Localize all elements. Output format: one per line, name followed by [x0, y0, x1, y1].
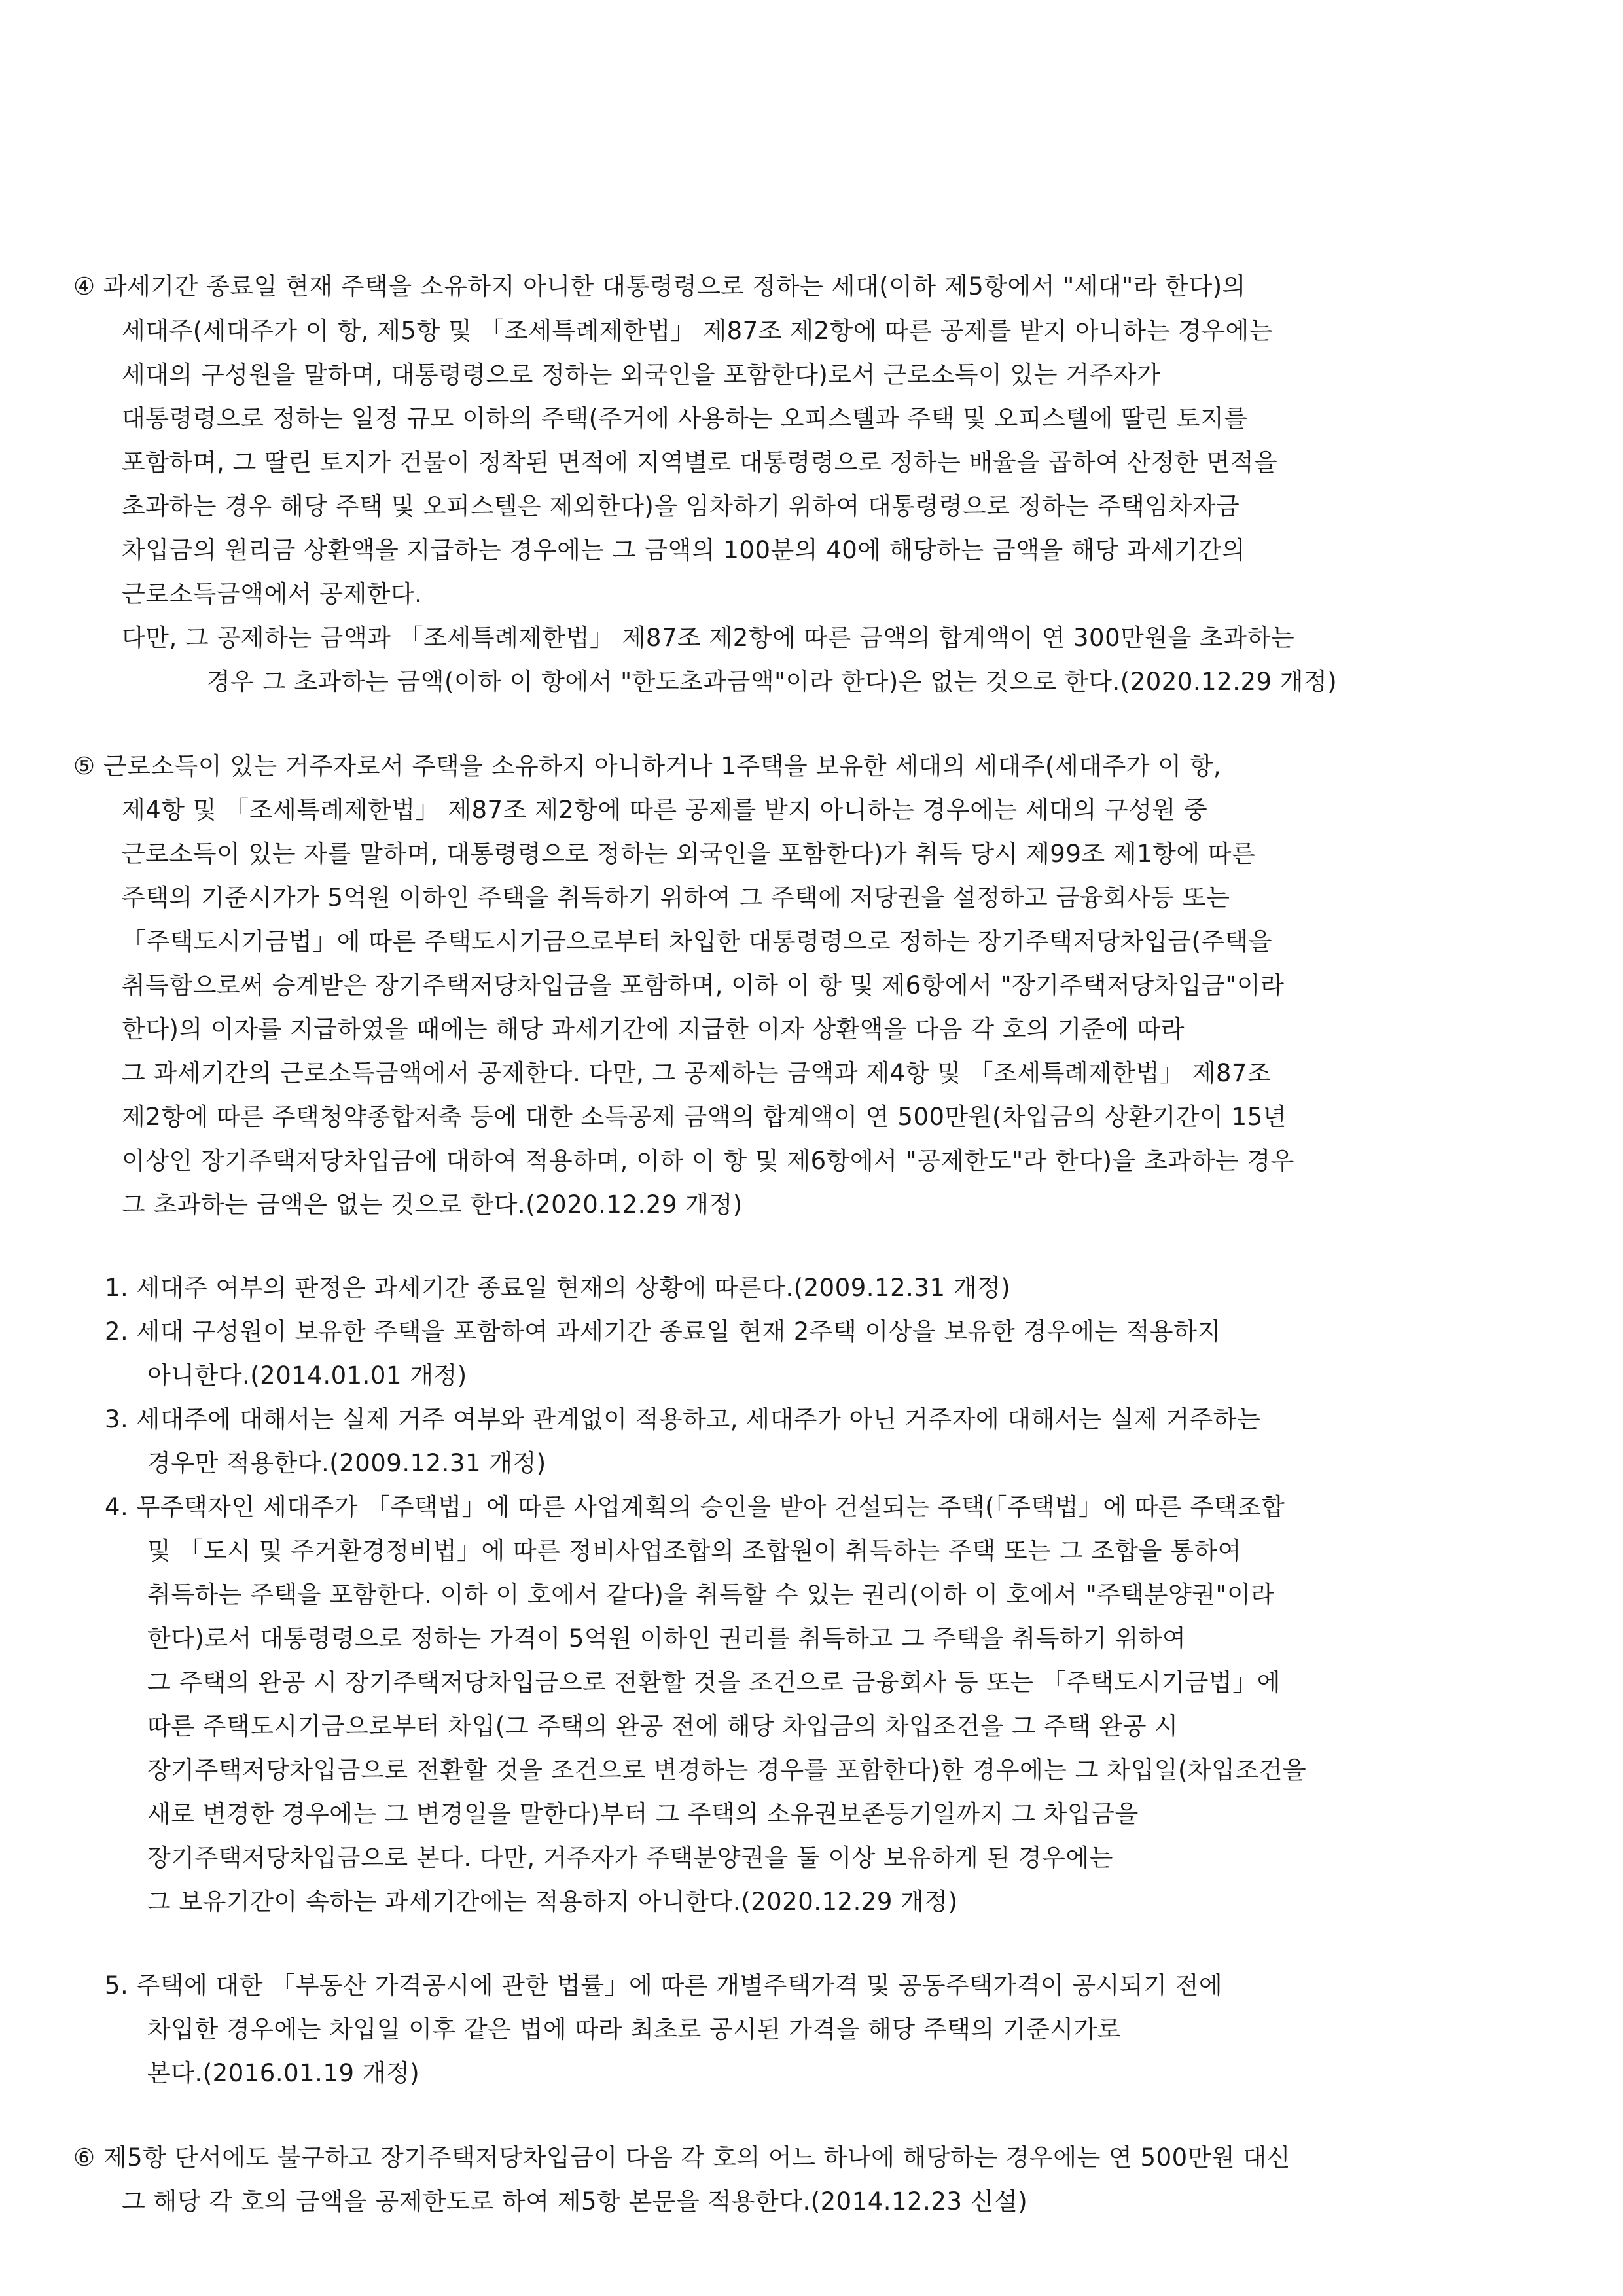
- paragraph-4-line: 초과하는 경우 해당 주택 및 오피스텔은 제외한다)을 임차하기 위하여 대통령령으로 정하는 주택임차자금: [122, 492, 1240, 520]
- paragraph-5-line: 취득함으로써 승계받은 장기주택저당차입금을 포함하며, 이하 이 항 및 제6항에서 "장기주택저당차입금"이라: [122, 971, 1285, 999]
- paragraph-4-line: 포함하며, 그 딸린 토지가 건물이 정착된 면적에 지역별로 대통령령으로 정하는 배율을 곱하여 산정한 면적을: [122, 448, 1278, 476]
- list-item: 2. 세대 구성원이 보유한 주택을 포함하여 과세기간 종료일 현재 2주택 이상을 보유한 경우에는 적용하지: [105, 1318, 1221, 1346]
- list-item: 3. 세대주에 대해서는 실제 거주 여부와 관계없이 적용하고, 세대주가 아닌 거주자에 대해서는 실제 거주하는: [105, 1405, 1261, 1433]
- paragraph-5-line: 「주택도시기금법」에 따른 주택도시기금으로부터 차입한 대통령령으로 정하는 장기주택저당차입금(주택을: [122, 927, 1273, 956]
- paragraph-5-line: 근로소득이 있는 자를 말하며, 대통령령으로 정하는 외국인을 포함한다)가 취득 당시 제99조 제1항에 따른: [122, 840, 1256, 868]
- list-item-continuation: 아니한다.(2014.01.01 개정): [147, 1361, 467, 1390]
- list-item-continuation: 따른 주택도시기금으로부터 차입(그 주택의 완공 전에 해당 차입금의 차입조건을 그 주택 완공 시: [147, 1712, 1179, 1740]
- list-item-continuation: 그 주택의 완공 시 장기주택저당차입금으로 전환할 것을 조건으로 금융회사 등 또는 「주택도시기금법」에: [147, 1668, 1281, 1696]
- paragraph-6-line: 그 해당 각 호의 금액을 공제한도로 하여 제5항 본문을 적용한다.(2014.12.23 신설): [122, 2187, 1028, 2215]
- list-item-continuation: 취득하는 주택을 포함한다. 이하 이 호에서 같다)을 취득할 수 있는 권리(이하 이 호에서 "주택분양권"이라: [147, 1581, 1275, 1609]
- list-item-continuation: 본다.(2016.01.19 개정): [147, 2059, 420, 2087]
- paragraph-5-line: 이상인 장기주택저당차입금에 대하여 적용하며, 이하 이 항 및 제6항에서 "공제한도"라 한다)을 초과하는 경우: [122, 1147, 1294, 1175]
- paragraph-4-line: 경우 그 초과하는 금액(이하 이 항에서 "한도초과금액"이라 한다)은 없는 것으로 한다.(2020.12.29 개정): [207, 668, 1338, 696]
- list-item-continuation: 차입한 경우에는 차입일 이후 같은 법에 따라 최초로 공시된 가격을 해당 주택의 기준시가로: [147, 2015, 1122, 2043]
- list-item: 5. 주택에 대한 「부동산 가격공시에 관한 법률」에 따른 개별주택가격 및 공동주택가격이 공시되기 전에: [105, 1971, 1223, 2000]
- list-item-continuation: 새로 변경한 경우에는 그 변경일을 말한다)부터 그 주택의 소유권보존등기일까지 그 차입금을: [147, 1800, 1139, 1828]
- paragraph-5-line: 제2항에 따른 주택청약종합저축 등에 대한 소득공제 금액의 합계액이 연 500만원(차입금의 상환기간이 15년: [122, 1103, 1287, 1131]
- paragraph-5-line: 그 초과하는 금액은 없는 것으로 한다.(2020.12.29 개정): [122, 1191, 743, 1219]
- paragraph-4-line: 대통령령으로 정하는 일정 규모 이하의 주택(주거에 사용하는 오피스텔과 주택 및 오피스텔에 딸린 토지를: [122, 404, 1248, 433]
- list-item-continuation: 장기주택저당차입금으로 본다. 다만, 거주자가 주택분양권을 둘 이상 보유하게 된 경우에는: [147, 1844, 1113, 1872]
- list-item-continuation: 경우만 적용한다.(2009.12.31 개정): [147, 1449, 546, 1477]
- list-item-continuation: 그 보유기간이 속하는 과세기간에는 적용하지 아니한다.(2020.12.29 개정): [147, 1888, 958, 1916]
- paragraph-4-line: ④ 과세기간 종료일 현재 주택을 소유하지 아니한 대통령령으로 정하는 세대(이하 제5항에서 "세대"라 한다)의: [73, 272, 1246, 300]
- list-item-continuation: 한다)로서 대통령령으로 정하는 가격이 5억원 이하인 권리를 취득하고 그 주택을 취득하기 위하여: [147, 1624, 1186, 1653]
- paragraph-5-line: 한다)의 이자를 지급하였을 때에는 해당 과세기간에 지급한 이자 상환액을 다음 각 호의 기준에 따라: [122, 1015, 1185, 1043]
- paragraph-4-line: 차입금의 원리금 상환액을 지급하는 경우에는 그 금액의 100분의 40에 해당하는 금액을 해당 과세기간의: [122, 536, 1246, 564]
- paragraph-5-line: 그 과세기간의 근로소득금액에서 공제한다. 다만, 그 공제하는 금액과 제4항 및 「조세특례제한법」 제87조: [122, 1059, 1272, 1087]
- list-item: 4. 무주택자인 세대주가 「주택법」에 따른 사업계획의 승인을 받아 건설되는 주택(「주택법」에 따른 주택조합: [105, 1493, 1285, 1521]
- list-item: 1. 세대주 여부의 판정은 과세기간 종료일 현재의 상황에 따른다.(2009.12.31 개정): [105, 1274, 1011, 1302]
- paragraph-4-line: 다만, 그 공제하는 금액과 「조세특례제한법」 제87조 제2항에 따른 금액의 합계액이 연 300만원을 초과하는: [122, 624, 1295, 652]
- paragraph-4-line: 근로소득금액에서 공제한다.: [122, 580, 423, 608]
- paragraph-5-line: ⑤ 근로소득이 있는 거주자로서 주택을 소유하지 아니하거나 1주택을 보유한 세대의 세대주(세대주가 이 항,: [73, 752, 1222, 780]
- paragraph-4-line: 세대의 구성원을 말하며, 대통령령으로 정하는 외국인을 포함한다)로서 근로소득이 있는 거주자가: [122, 361, 1161, 389]
- paragraph-4-line: 세대주(세대주가 이 항, 제5항 및 「조세특례제한법」 제87조 제2항에 따른 공제를 받지 아니하는 경우에는: [122, 317, 1273, 345]
- list-item-continuation: 장기주택저당차입금으로 전환할 것을 조건으로 변경하는 경우를 포함한다)한 경우에는 그 차입일(차입조건을: [147, 1756, 1307, 1784]
- paragraph-5-line: 주택의 기준시가가 5억원 이하인 주택을 취득하기 위하여 그 주택에 저당권을 설정하고 금융회사등 또는: [122, 884, 1230, 912]
- list-item-continuation: 및 「도시 및 주거환경정비법」에 따른 정비사업조합의 조합원이 취득하는 주택 또는 그 조합을 통하여: [147, 1537, 1241, 1565]
- paragraph-6-line: ⑥ 제5항 단서에도 불구하고 장기주택저당차입금이 다음 각 호의 어느 하나에 해당하는 경우에는 연 500만원 대신: [73, 2144, 1291, 2172]
- paragraph-5-line: 제4항 및 「조세특례제한법」 제87조 제2항에 따른 공제를 받지 아니하는 경우에는 세대의 구성원 중: [122, 796, 1208, 824]
